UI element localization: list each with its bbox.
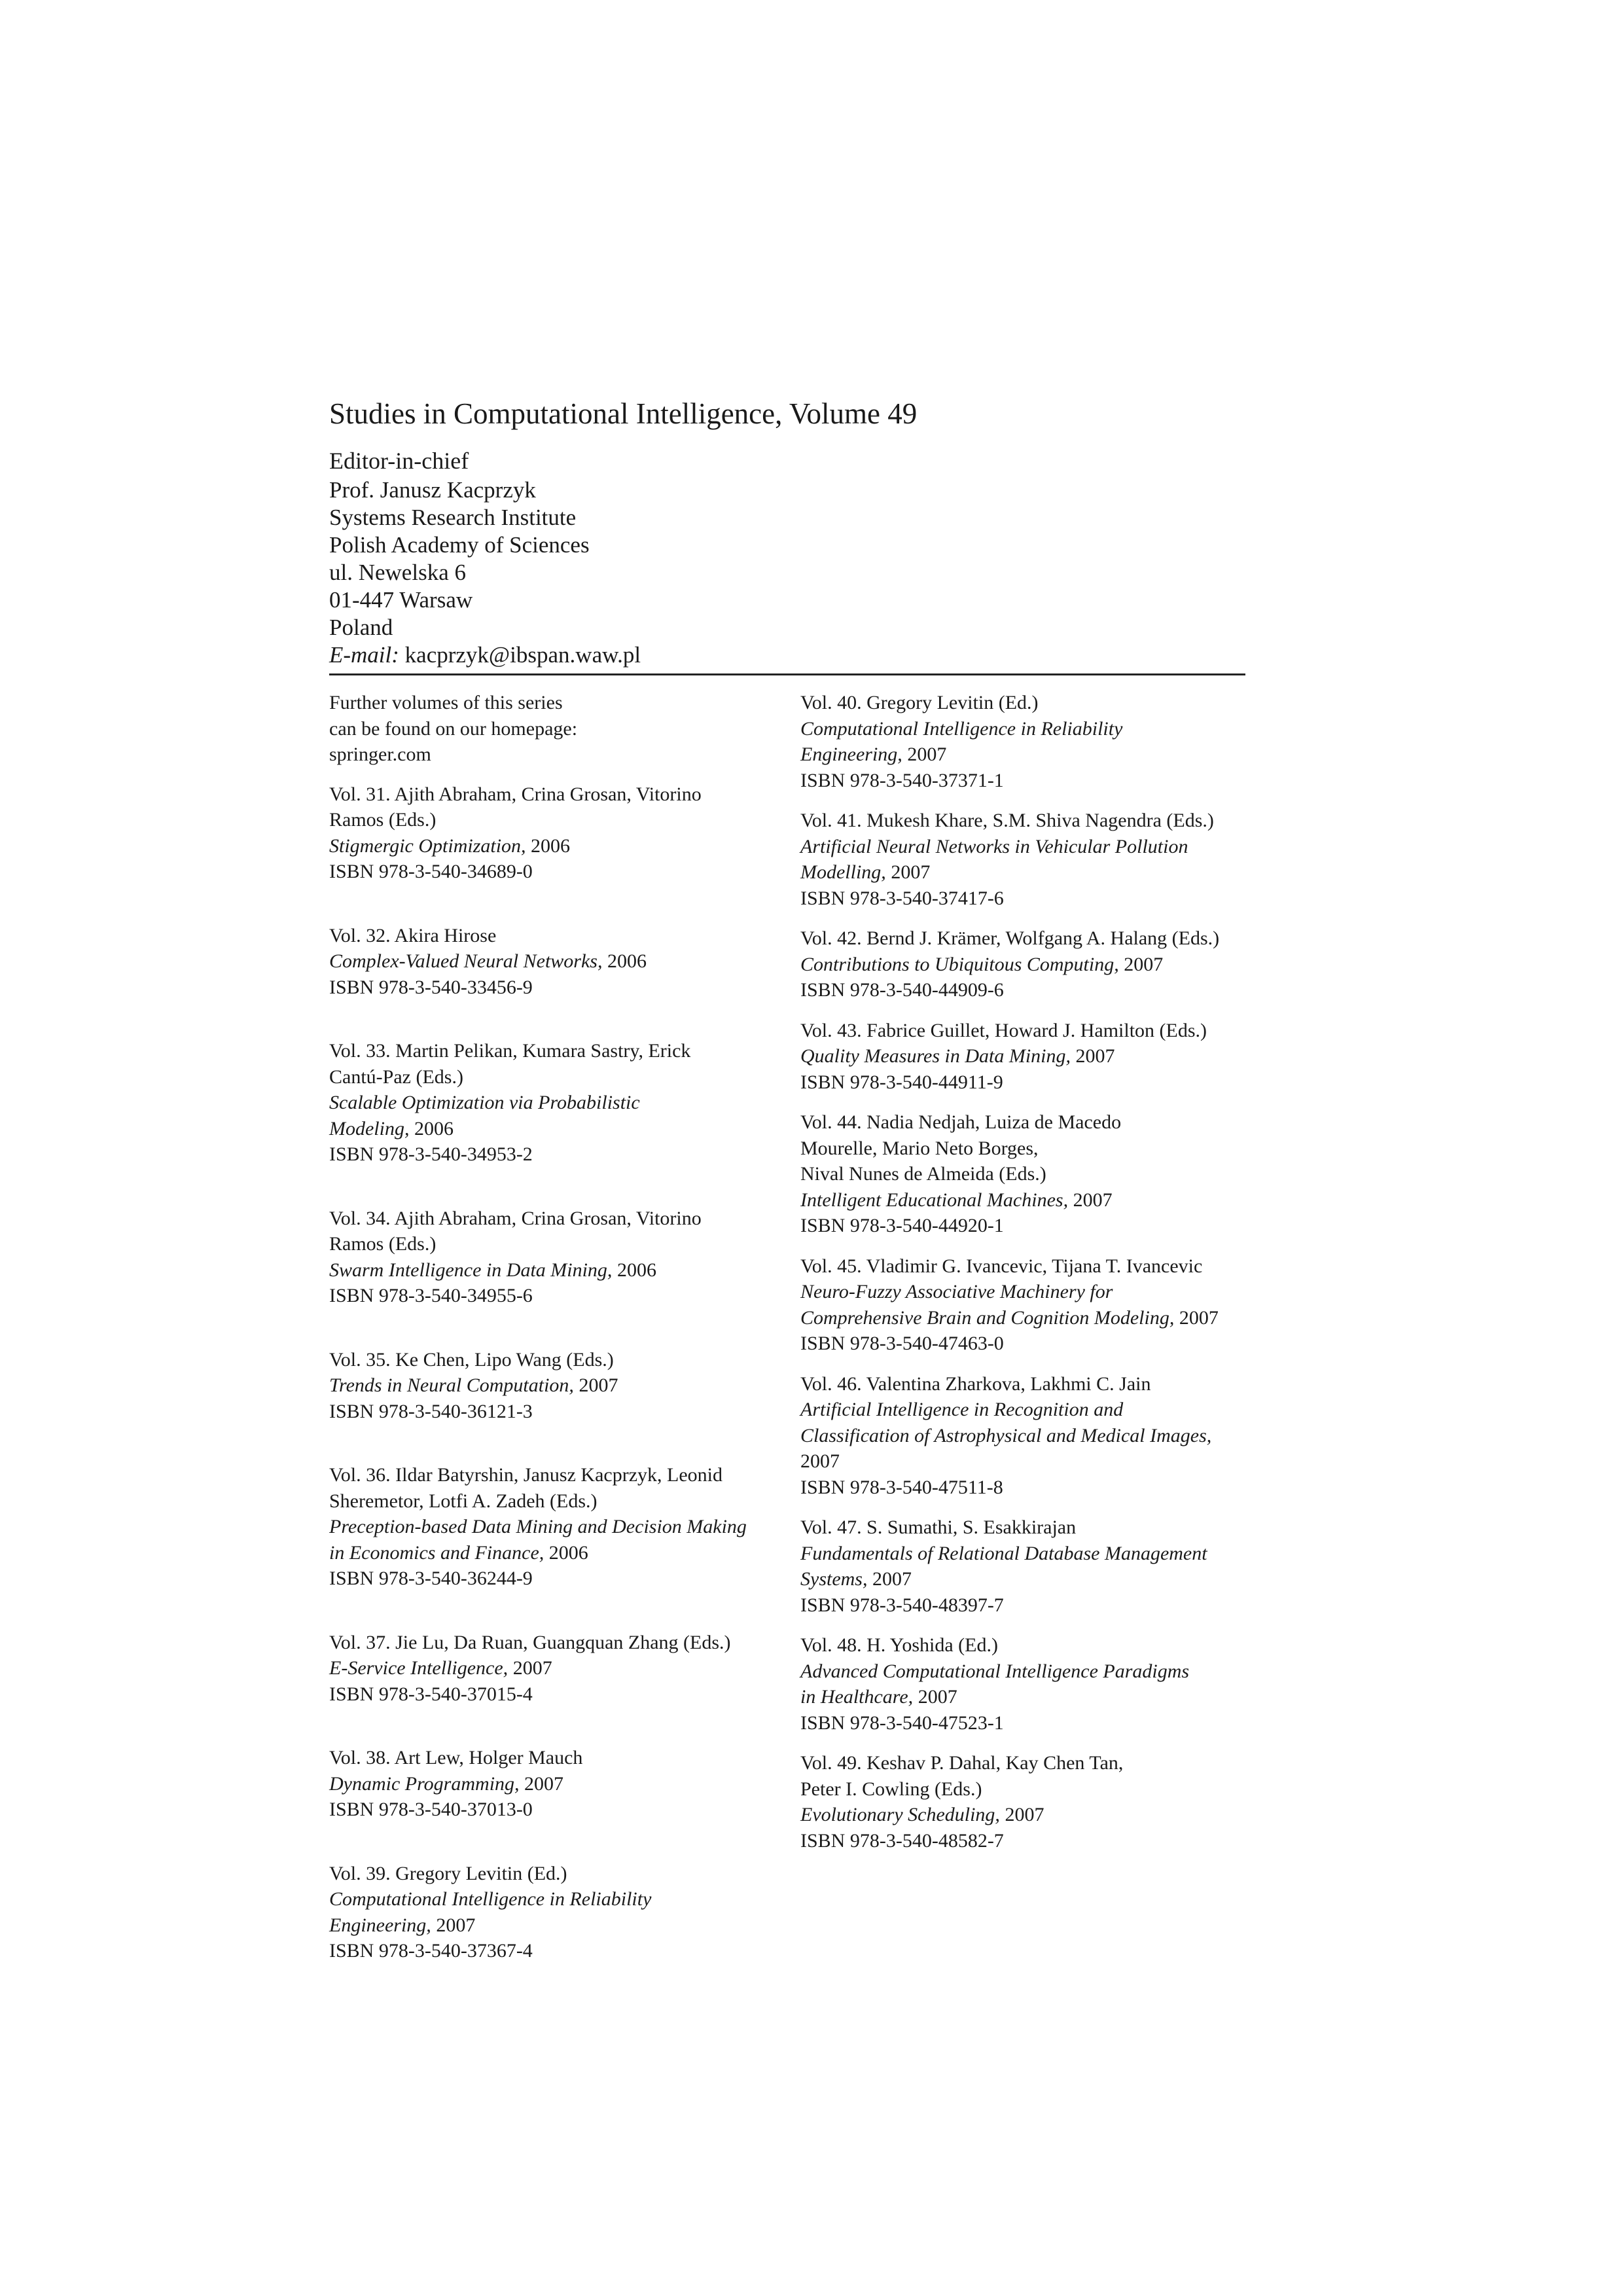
volume-year: 2006 (414, 1117, 454, 1139)
volume-title: Comprehensive Brain and Cognition Modeling, (800, 1306, 1175, 1329)
volume-title-line (800, 716, 1258, 742)
left-column (329, 690, 787, 2002)
volume-title-line (329, 1540, 787, 1566)
volume-isbn: ISBN 978-3-540-47463-0 (800, 1333, 1004, 1354)
volume-year: 2007 (1179, 1306, 1219, 1329)
volume-title: Trends in Neural Computation, (329, 1374, 574, 1396)
volume-year: 2006 (616, 1259, 656, 1281)
volume-title: Quality Measures in Data Mining, (800, 1045, 1071, 1067)
volume-isbn: ISBN 978-3-540-34953-2 (329, 1143, 533, 1165)
volume-authors: Vol. 39. Gregory Levitin (Ed.) (329, 1862, 567, 1884)
volume-authors: Vol. 37. Jie Lu, Da Ruan, Guangquan Zhang (Eds.) (329, 1631, 731, 1653)
volume-authors: Nival Nunes de Almeida (Eds.) (800, 1163, 1046, 1185)
volume-title-line (329, 1912, 787, 1939)
volume-authors: Vol. 32. Akira Hirose (329, 924, 497, 946)
volume-year: 2007 (1075, 1045, 1115, 1067)
volume-entry (800, 1371, 1258, 1501)
volume-entry (329, 1347, 787, 1425)
volume-title-line (800, 1187, 1258, 1213)
volume-year: 2007 (872, 1568, 912, 1590)
volume-isbn: ISBN 978-3-540-44920-1 (800, 1215, 1004, 1236)
volume-year: 2007 (579, 1374, 618, 1396)
volume-authors: Vol. 35. Ke Chen, Lipo Wang (Eds.) (329, 1348, 614, 1371)
email-label: E-mail: (329, 642, 399, 668)
volume-title-line (800, 834, 1258, 860)
series-title: Studies in Computational Intelligence, Volume 49 (329, 397, 918, 430)
volume-year: 2007 (907, 744, 947, 765)
volume-title-line (800, 859, 1258, 886)
volume-isbn: ISBN 978-3-540-37015-4 (329, 1683, 533, 1705)
editor-line: 01-447 Warsaw (329, 587, 473, 613)
right-column (800, 690, 1258, 1868)
volume-entry (800, 1109, 1258, 1239)
volume-title-line (800, 1802, 1258, 1828)
intro-note (329, 690, 787, 768)
volume-year: 2006 (548, 1541, 588, 1564)
volume-year: 2007 (918, 1686, 957, 1708)
volume-title-line (329, 1886, 787, 1912)
divider-rule (329, 673, 1245, 675)
volume-authors: Vol. 48. H. Yoshida (Ed.) (800, 1634, 998, 1656)
volume-title: Swarm Intelligence in Data Mining, (329, 1259, 613, 1281)
volume-entry (800, 925, 1258, 1003)
volume-authors: Vol. 42. Bernd J. Krämer, Wolfgang A. Halang (Eds.) (800, 927, 1220, 949)
volume-title: Dynamic Programming, (329, 1772, 520, 1795)
volume-authors: Vol. 38. Art Lew, Holger Mauch (329, 1747, 583, 1768)
volume-isbn: ISBN 978-3-540-48397-7 (800, 1594, 1004, 1616)
volume-entry (800, 690, 1258, 793)
volume-authors: Vol. 47. S. Sumathi, S. Esakkirajan (800, 1516, 1077, 1538)
volume-isbn: ISBN 978-3-540-44911-9 (800, 1071, 1003, 1093)
volume-entry (800, 808, 1258, 911)
volume-title-line (329, 833, 787, 859)
volume-entry (329, 1745, 787, 1823)
volume-entry (329, 1038, 787, 1168)
volume-authors: Mourelle, Mario Neto Borges, (800, 1137, 1039, 1159)
volume-title: Complex-Valued Neural Networks, (329, 950, 603, 972)
editor-block (329, 445, 641, 669)
volume-title: Engineering, (800, 744, 902, 765)
volume-title-line (800, 1684, 1258, 1710)
editor-line: ul. Newelska 6 (329, 560, 466, 585)
volume-title-line (800, 1043, 1258, 1069)
volume-year: 2007 (1124, 953, 1164, 975)
volume-authors: Vol. 36. Ildar Batyrshin, Janusz Kacprzyk, Leonid (329, 1464, 722, 1486)
volume-year: 2007 (800, 1450, 840, 1472)
volume-title: E-Service Intelligence, (329, 1657, 508, 1679)
volume-authors: Vol. 34. Ajith Abraham, Crina Grosan, Vitorino (329, 1207, 702, 1229)
volume-title-line (329, 1514, 787, 1540)
volume-entry (329, 781, 787, 885)
volume-entry (329, 923, 787, 1001)
volume-isbn: ISBN 978-3-540-36244-9 (329, 1568, 533, 1589)
volume-title: Computational Intelligence in Reliability (800, 717, 1123, 740)
volume-authors: Vol. 49. Keshav P. Dahal, Kay Chen Tan, (800, 1752, 1124, 1774)
volume-isbn: ISBN 978-3-540-47511-8 (800, 1476, 1003, 1498)
volume-title: Systems, (800, 1568, 868, 1590)
volume-title: Engineering, (329, 1914, 431, 1936)
volume-isbn: ISBN 978-3-540-47523-1 (800, 1712, 1004, 1734)
volume-authors: Vol. 45. Vladimir G. Ivancevic, Tijana T. Ivancevic (800, 1255, 1203, 1277)
volume-isbn: ISBN 978-3-540-48582-7 (800, 1829, 1004, 1852)
volume-entry (329, 1206, 787, 1309)
editor-line: Poland (329, 615, 393, 640)
volume-isbn: ISBN 978-3-540-37013-0 (329, 1799, 533, 1820)
volume-title: Evolutionary Scheduling, (800, 1804, 1000, 1825)
volume-title: Scalable Optimization via Probabilistic (329, 1092, 640, 1113)
volume-year: 2007 (1073, 1189, 1113, 1211)
volume-year: 2007 (524, 1772, 564, 1795)
volume-title-line (800, 1566, 1258, 1592)
intro-line: Further volumes of this series (329, 692, 563, 713)
volume-title-line (329, 1116, 787, 1142)
volume-title: Stigmergic Optimization, (329, 834, 526, 857)
volume-title-line (800, 1305, 1258, 1331)
volume-title: Advanced Computational Intelligence Paradigms (800, 1660, 1190, 1682)
email-address: kacprzyk@ibspan.waw.pl (404, 642, 641, 668)
volume-year: 2007 (1005, 1804, 1044, 1825)
volume-entry (800, 1750, 1258, 1854)
intro-line: can be found on our homepage: (329, 717, 578, 740)
editor-email-line (329, 641, 641, 669)
volume-title: in Economics and Finance, (329, 1541, 544, 1564)
volume-title-line (800, 1397, 1258, 1423)
volume-title: Classification of Astrophysical and Medical Images, (800, 1424, 1212, 1446)
volume-entry (800, 1515, 1258, 1618)
volume-authors: Vol. 43. Fabrice Guillet, Howard J. Hamilton (Eds.) (800, 1019, 1207, 1041)
editor-label: Editor-in-chief (329, 448, 469, 474)
volume-title-line (800, 1423, 1258, 1449)
volume-title-line (800, 1279, 1258, 1305)
volume-title: Preception-based Data Mining and Decision Making (329, 1516, 747, 1537)
volume-entry (329, 1861, 787, 1964)
volume-year: 2007 (512, 1657, 552, 1679)
volume-authors: Cantú-Paz (Eds.) (329, 1066, 463, 1088)
volume-title: Artificial Intelligence in Recognition and (800, 1399, 1124, 1420)
volume-year: 2007 (891, 861, 931, 883)
volume-title-line (329, 1771, 787, 1797)
volume-authors: Vol. 40. Gregory Levitin (Ed.) (800, 692, 1039, 713)
volume-isbn: ISBN 978-3-540-44909-6 (800, 979, 1004, 1001)
volume-title: Computational Intelligence in Reliability (329, 1888, 652, 1910)
volume-entry (800, 1632, 1258, 1736)
volume-isbn: ISBN 978-3-540-34955-6 (329, 1285, 533, 1306)
volume-title-line (800, 952, 1258, 978)
volume-authors: Vol. 46. Valentina Zharkova, Lakhmi C. Jain (800, 1372, 1151, 1395)
volume-title-line (800, 1541, 1258, 1567)
volume-authors: Ramos (Eds.) (329, 1233, 437, 1255)
volume-title: Neuro-Fuzzy Associative Machinery for (800, 1281, 1113, 1302)
volume-title: in Healthcare, (800, 1686, 914, 1708)
volume-year: 2006 (531, 834, 571, 857)
volume-isbn: ISBN 978-3-540-36121-3 (329, 1400, 533, 1422)
volume-entry (329, 1462, 787, 1592)
volume-year: 2006 (607, 950, 647, 972)
volume-authors: Vol. 41. Mukesh Khare, S.M. Shiva Nagendra (Eds.) (800, 810, 1214, 831)
volume-title-line (800, 1659, 1258, 1685)
volume-isbn: ISBN 978-3-540-37367-4 (329, 1940, 533, 1962)
volume-entry (800, 1253, 1258, 1357)
volume-title: Artificial Neural Networks in Vehicular Pollution (800, 835, 1188, 857)
volume-year: 2007 (436, 1914, 476, 1936)
volume-entry (329, 1630, 787, 1708)
volume-title-line (329, 948, 787, 975)
volume-authors: Vol. 33. Martin Pelikan, Kumara Sastry, Erick (329, 1040, 691, 1062)
volume-authors: Ramos (Eds.) (329, 809, 437, 831)
volume-authors: Sheremetor, Lotfi A. Zadeh (Eds.) (329, 1490, 597, 1512)
homepage-link[interactable]: springer.com (329, 744, 431, 765)
volume-isbn: ISBN 978-3-540-33456-9 (329, 976, 533, 998)
volume-title: Contributions to Ubiquitous Computing, (800, 953, 1119, 975)
volume-authors: Vol. 44. Nadia Nedjah, Luiza de Macedo (800, 1111, 1122, 1133)
volume-isbn: ISBN 978-3-540-34689-0 (329, 861, 533, 882)
volume-title-line (329, 1372, 787, 1399)
editor-line: Systems Research Institute (329, 505, 577, 530)
editor-line: Polish Academy of Sciences (329, 532, 590, 558)
volume-title: Modeling, (329, 1117, 410, 1139)
editor-line: Prof. Janusz Kacprzyk (329, 477, 536, 503)
volume-title-line (329, 1090, 787, 1116)
volume-isbn: ISBN 978-3-540-37371-1 (800, 769, 1004, 791)
volume-isbn: ISBN 978-3-540-37417-6 (800, 887, 1004, 909)
volume-authors: Peter I. Cowling (Eds.) (800, 1778, 982, 1800)
volume-title-line (329, 1257, 787, 1283)
volume-authors: Vol. 31. Ajith Abraham, Crina Grosan, Vitorino (329, 783, 702, 805)
volume-title: Fundamentals of Relational Database Management (800, 1542, 1207, 1564)
volume-title: Modelling, (800, 861, 886, 883)
volume-title-line (800, 742, 1258, 768)
volume-entry (800, 1018, 1258, 1096)
volume-title: Intelligent Educational Machines, (800, 1189, 1069, 1211)
volume-title-line (329, 1655, 787, 1681)
